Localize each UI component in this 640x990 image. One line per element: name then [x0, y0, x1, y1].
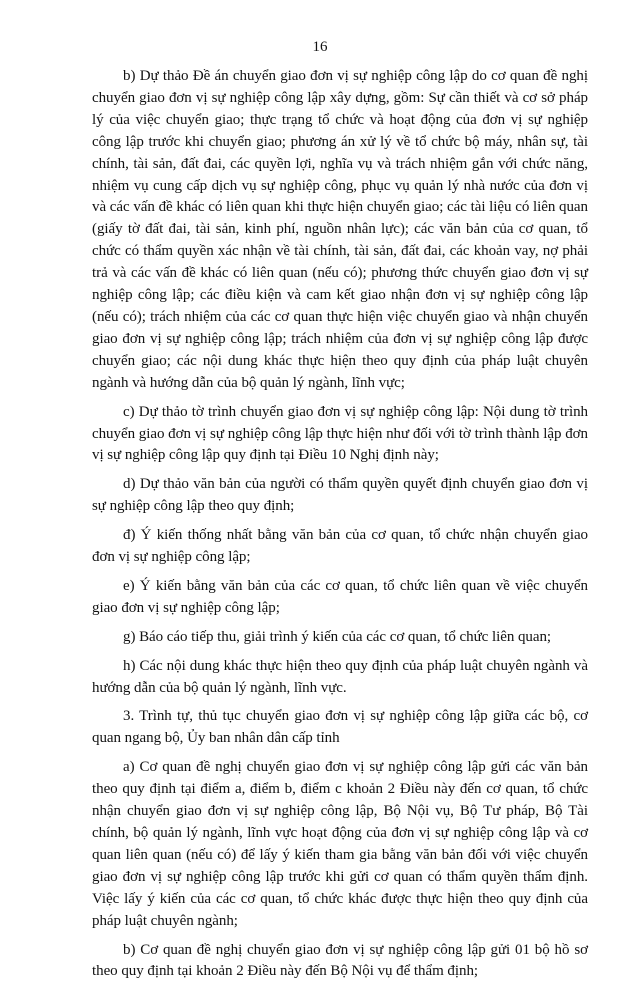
document-body	[92, 66, 588, 990]
paragraph-c-draft-submission: c) Dự thảo tờ trình chuyển giao đơn vị sự nghiệp công lập: Nội dung tờ trình chuyển giao đơn vị sự nghiệp công lập thực hiện như đối với tờ trình thành lập đơn vị sự nghiệp công lập quy định tại Điều 10 Nghị định này;	[92, 403, 588, 464]
paragraph-e-related-opinions: e) Ý kiến bằng văn bản của các cơ quan, tổ chức liên quan về việc chuyển giao đơn vị sự nghiệp công lập;	[92, 577, 588, 616]
paragraph-h-other-contents: h) Các nội dung khác thực hiện theo quy định của pháp luật chuyên ngành và hướng dẫn của bộ quản lý ngành, lĩnh vực.	[92, 657, 588, 696]
paragraph-3b-send-dossier: b) Cơ quan đề nghị chuyển giao đơn vị sự nghiệp công lập gửi 01 bộ hồ sơ theo quy định tại khoản 2 Điều này đến Bộ Nội vụ để thẩm định;	[92, 941, 588, 980]
paragraph-3a-send-documents: a) Cơ quan đề nghị chuyển giao đơn vị sự nghiệp công lập gửi các văn bản theo quy định tại điểm a, điểm b, điểm c khoản 2 Điều này đến cơ quan, tổ chức nhận chuyển giao đơn vị sự nghiệp công lập, Bộ Nội vụ, Bộ Tư pháp, Bộ Tài chính, bộ quản lý ngành, lĩnh vực hoạt động của đơn vị sự nghiệp công lập và cơ quan liên quan (nếu có) để lấy ý kiến tham gia bằng văn bản đối với việc chuyển giao đơn vị sự nghiệp công lập trước khi gửi cơ quan có thẩm quyền thẩm định. Việc lấy ý kiến của các cơ quan, tổ chức khác được thực hiện theo quy định của pháp luật chuyên ngành;	[92, 759, 588, 929]
paragraph-g-feedback-report: g) Báo cáo tiếp thu, giải trình ý kiến của các cơ quan, tổ chức liên quan;	[123, 628, 552, 645]
paragraph-d-draft-decision: d) Dự thảo văn bản của người có thẩm quyền quyết định chuyển giao đơn vị sự nghiệp công lập theo quy định;	[92, 476, 588, 515]
page-number: 16	[312, 39, 328, 55]
paragraph-b-draft-scheme: b) Dự thảo Đề án chuyển giao đơn vị sự nghiệp công lập do cơ quan đề nghị chuyển giao đơn vị sự nghiệp công lập xây dựng, gồm: Sự cần thiết và cơ sở pháp lý của việc chuyển giao; thực trạng tổ chức và hoạt động của đơn vị sự nghiệp công lập trước khi chuyển giao; phương án xử lý về tổ chức bộ máy, nhân sự, tài chính, tài sản, đất đai, các quyền lợi, nghĩa vụ và trách nhiệm gắn với chức năng, nhiệm vụ cung cấp dịch vụ sự nghiệp công, phục vụ quản lý nhà nước của đơn vị và các vấn đề khác có liên quan khi thực hiện chuyển giao; các tài liệu có liên quan (giấy tờ đất đai, tài sản, kinh phí, nguồn nhân lực); các văn bản của cơ quan, tổ chức có thẩm quyền xác nhận về tài chính, tài sản, đất đai, các khoản vay, nợ phải trả và các vấn đề khác có liên quan (nếu có); phương thức chuyển giao đơn vị sự nghiệp công lập; các điều kiện và cam kết giao nhận đơn vị sự nghiệp công lập (nếu có); trách nhiệm của các cơ quan thực hiện việc chuyển giao và nhận chuyển giao đơn vị sự nghiệp công lập; trách nhiệm của đơn vị sự nghiệp công lập được chuyển giao; các nội dung khác thực hiện theo quy định của pháp luật chuyên ngành và hướng dẫn của bộ quản lý ngành, lĩnh vực;	[92, 68, 588, 391]
section-3-heading: 3. Trình tự, thủ tục chuyển giao đơn vị sự nghiệp công lập giữa các bộ, cơ quan ngang bộ, Ủy ban nhân dân cấp tỉnh	[92, 708, 588, 747]
paragraph-dd-receiving-opinion: đ) Ý kiến thống nhất bằng văn bản của cơ quan, tổ chức nhận chuyển giao đơn vị sự nghiệp công lập;	[92, 527, 588, 566]
